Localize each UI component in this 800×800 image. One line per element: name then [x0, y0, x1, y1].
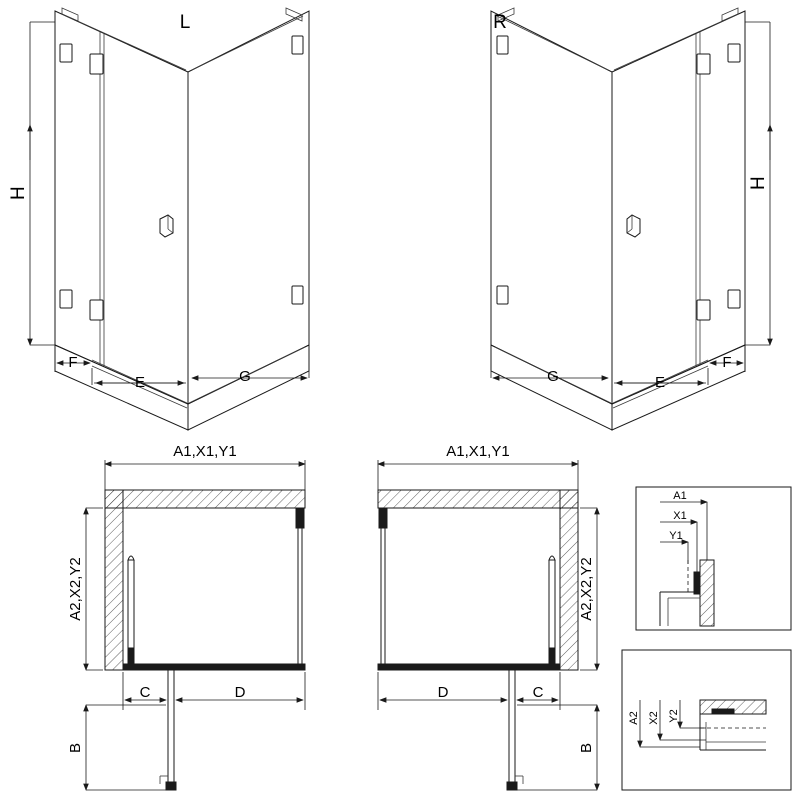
- door-leaf-left: [128, 556, 176, 790]
- view-label-L: L: [179, 12, 191, 33]
- hinge-set-lower-right: [697, 290, 740, 320]
- wall-hatch-right-right: [560, 490, 578, 670]
- detail-horizontal: [636, 487, 791, 630]
- dimension-row-right: [491, 354, 745, 414]
- door-handle: [160, 215, 173, 237]
- label-E-left: E: [134, 374, 146, 391]
- label-A2X2Y2-left: A2,X2,Y2: [67, 557, 84, 621]
- label-B-right: B: [578, 742, 595, 754]
- label-D-right: D: [437, 684, 449, 701]
- glass-panel-bottom-left: [123, 664, 305, 670]
- label-detail-X2: X2: [648, 711, 660, 725]
- hinge-set-lower-left: [60, 290, 103, 320]
- plan-view-right: [378, 443, 597, 790]
- label-detail-A1: A1: [673, 490, 687, 502]
- hinge-set-left-wall-right-view: [497, 36, 508, 304]
- hinge-set-right-wall: [292, 36, 303, 304]
- door-handle-right: [627, 215, 640, 237]
- glass-panel-bottom-right: [378, 664, 560, 670]
- label-C-left: C: [139, 684, 151, 701]
- label-G-right: G: [547, 368, 559, 385]
- label-E-right: E: [654, 374, 666, 391]
- dimension-A2X2Y2-left: [67, 508, 103, 670]
- dimension-H-left: [8, 22, 55, 345]
- dimension-B-right: [517, 705, 597, 790]
- dimension-A1X1Y1-right: [378, 443, 578, 492]
- label-detail-A2: A2: [628, 711, 640, 725]
- label-detail-Y1: Y1: [669, 530, 683, 542]
- label-F-left: F: [68, 354, 78, 371]
- wall-hatch-left-left: [105, 490, 123, 670]
- label-B-left: B: [67, 742, 84, 754]
- dimension-H-right: [745, 22, 770, 345]
- view-3d-right: [491, 8, 770, 430]
- dimension-A1X1Y1-left: [105, 443, 305, 492]
- label-G-left: G: [239, 368, 251, 385]
- dimension-A2X2Y2-right: [578, 508, 597, 670]
- label-A2X2Y2-right: A2,X2,Y2: [578, 557, 595, 621]
- door-leaf-right: [507, 556, 555, 790]
- hinge-set-upper-right: [697, 44, 740, 74]
- label-F-right: F: [722, 354, 732, 371]
- label-D-left: D: [234, 684, 246, 701]
- hinge-set-upper-left: [60, 44, 103, 74]
- label-H-right: H: [748, 176, 769, 190]
- label-detail-Y2: Y2: [668, 709, 680, 723]
- dimension-row-left: [55, 354, 309, 414]
- dimension-CD-left: [123, 672, 305, 710]
- wall-hatch-top-left: [105, 490, 305, 508]
- view-label-R: R: [493, 12, 507, 33]
- label-A1X1Y1-right: A1,X1,Y1: [446, 443, 510, 460]
- detail-vertical: [622, 650, 791, 790]
- wall-hatch-top-right: [378, 490, 578, 508]
- label-C-right: C: [532, 684, 544, 701]
- plan-view-left: [67, 443, 305, 790]
- label-H-left: H: [8, 186, 29, 200]
- label-A1X1Y1-left: A1,X1,Y1: [173, 443, 237, 460]
- view-3d-left: [8, 8, 309, 430]
- dimension-B-left: [67, 705, 166, 790]
- dimension-DC-right: [378, 672, 560, 710]
- label-detail-X1: X1: [673, 510, 687, 522]
